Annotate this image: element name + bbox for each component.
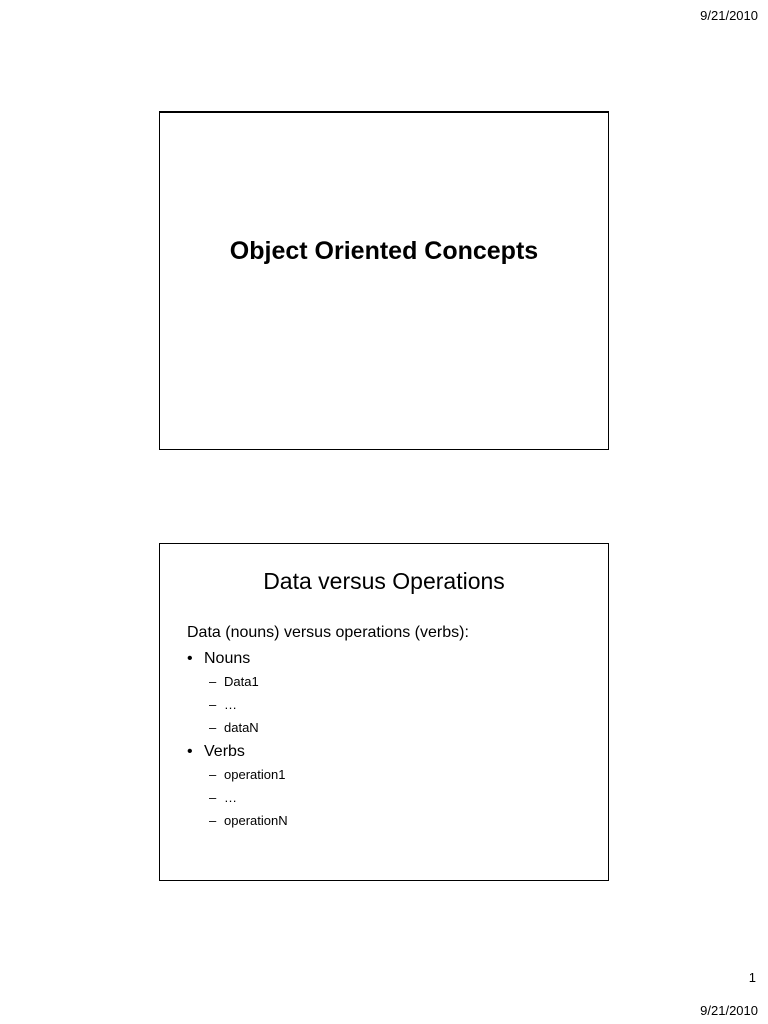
footer-date: 9/21/2010 xyxy=(700,1003,758,1018)
slide-2-intro: Data (nouns) versus operations (verbs): xyxy=(187,624,469,641)
bullet-label: Nouns xyxy=(204,650,251,667)
header-date: 9/21/2010 xyxy=(700,8,758,23)
sub-item xyxy=(187,790,598,813)
sub-item xyxy=(187,697,598,720)
bullet-icon: • xyxy=(187,743,193,760)
dash-icon: – xyxy=(209,767,217,782)
slide-1-title: Object Oriented Concepts xyxy=(229,237,539,265)
sub-item-label: operation1 xyxy=(224,767,286,782)
sub-item-label: dataN xyxy=(224,720,259,735)
sub-item xyxy=(187,813,598,836)
sub-item-label: … xyxy=(224,697,237,712)
sub-item-label: Data1 xyxy=(224,674,259,689)
bullet-label: Verbs xyxy=(204,743,245,760)
slide-2-body xyxy=(187,624,598,836)
dash-icon: – xyxy=(209,813,217,828)
sub-item xyxy=(187,674,598,697)
slide-2-title: Data versus Operations xyxy=(263,568,505,594)
slide-1 xyxy=(159,111,609,450)
dash-icon: – xyxy=(209,697,217,712)
sub-item xyxy=(187,720,598,743)
bullet-item xyxy=(187,743,598,767)
page-number: 1 xyxy=(748,970,756,985)
slide-2 xyxy=(159,543,609,881)
dash-icon: – xyxy=(209,720,217,735)
bullet-item xyxy=(187,650,598,674)
sub-item-label: operationN xyxy=(224,813,288,828)
bullet-icon: • xyxy=(187,650,193,667)
sub-item xyxy=(187,767,598,790)
dash-icon: – xyxy=(209,790,217,805)
dash-icon: – xyxy=(209,674,217,689)
sub-item-label: … xyxy=(224,790,237,805)
